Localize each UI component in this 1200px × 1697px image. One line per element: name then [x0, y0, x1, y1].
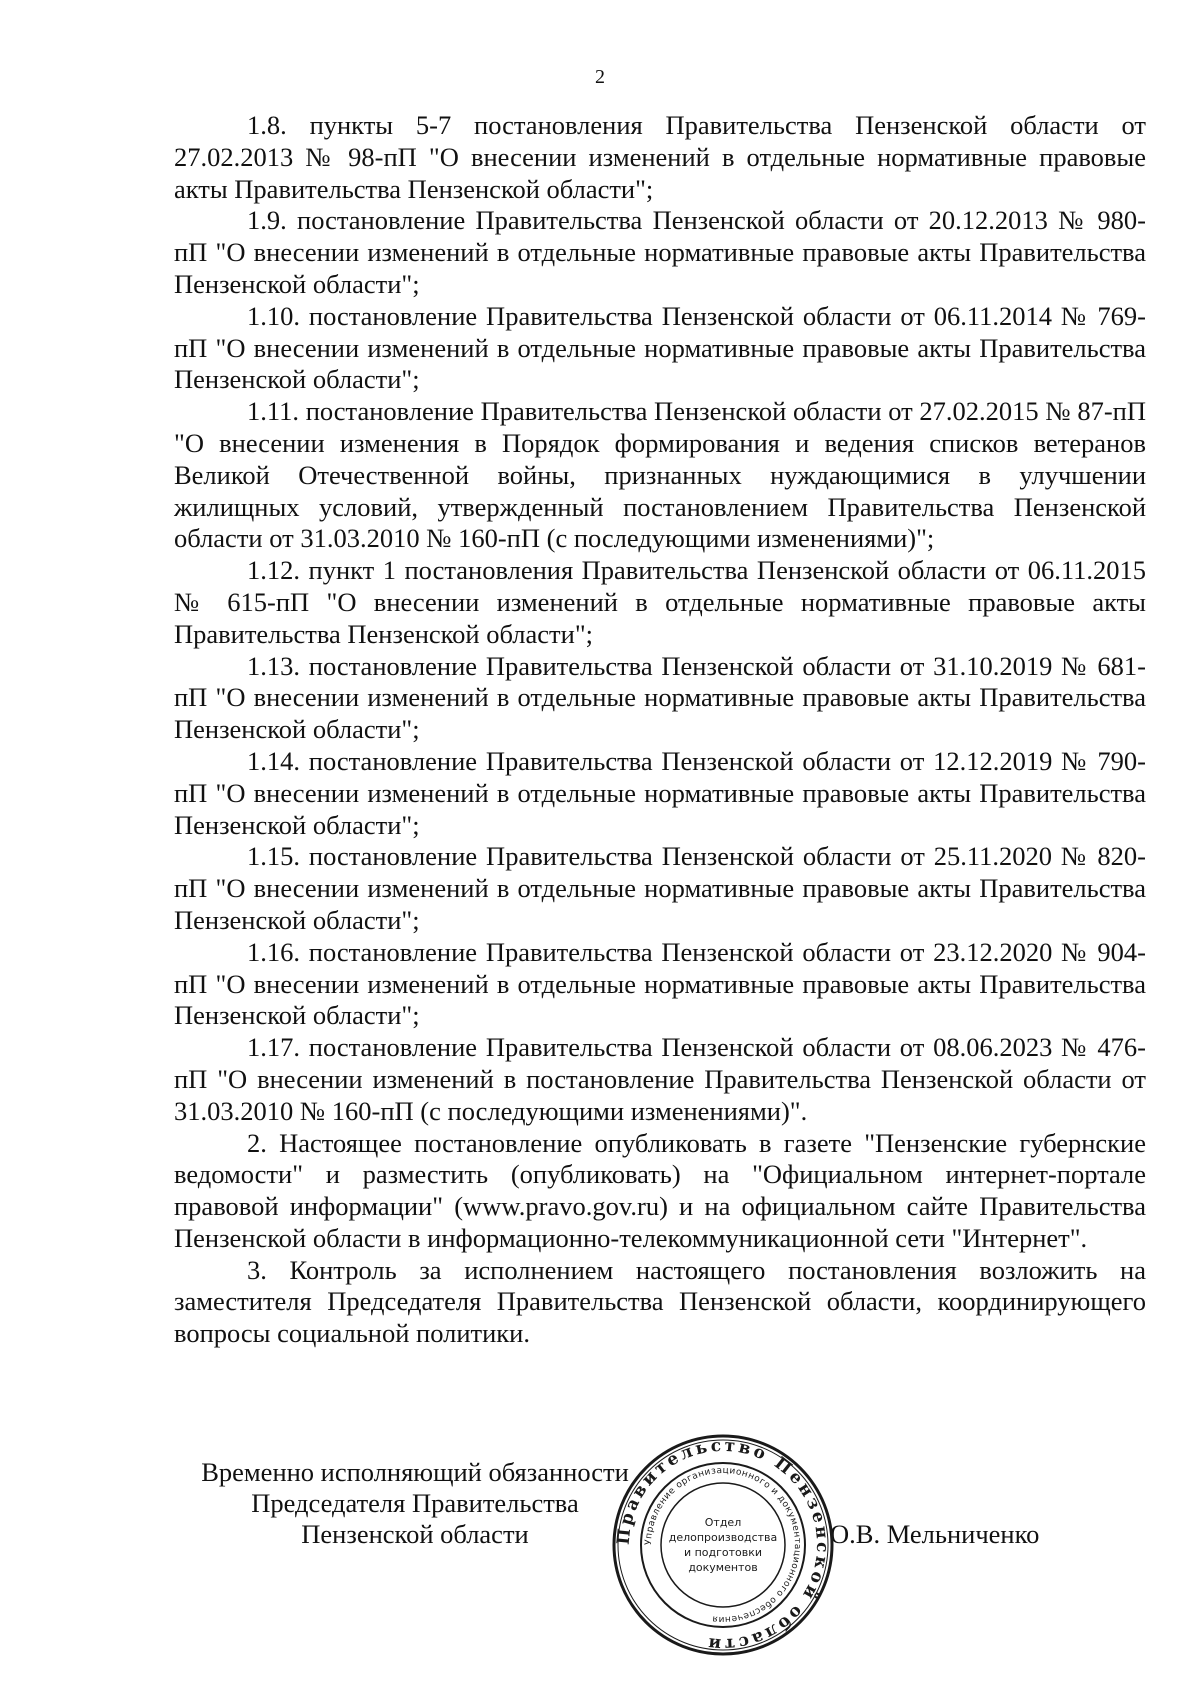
paragraph-1-14: 1.14. постановление Правительства Пензенской области от 12.12.2019 № 790-пП "О внесении изменений в отдельные нормативные правовые акты Правительства Пензенской области"; [174, 745, 1146, 840]
paragraph-1-9: 1.9. постановление Правительства Пензенской области от 20.12.2013 № 980-пП "О внесении изменений в отдельные нормативные правовые акты Правительства Пензенской области"; [174, 205, 1146, 299]
stamp-center-line: Отдел [704, 1516, 742, 1529]
paragraph-1-8: 1.8. пункты 5-7 постановления Правительства Пензенской области от 27.02.2013 № 98-пП "О внесении изменений в отдельные нормативные правовые акты Правительства Пензенской области"; [174, 110, 1146, 204]
signatory-position [190, 1457, 640, 1550]
official-seal-stamp [610, 1432, 836, 1658]
paragraph-1-15: 1.15. постановление Правительства Пензенской области от 25.11.2020 № 820-пП "О внесении изменений в отдельные нормативные правовые акты Правительства Пензенской области"; [174, 841, 1146, 935]
stamp-outer-text: Правительство Пензенской области [613, 1435, 833, 1655]
paragraph-2: 2. Настоящее постановление опубликовать в газете "Пензенские губернские ведомости" и разместить (опубликовать) на "Официальном интернет-портале правовой информации" (www.pravo.gov.ru) и на официальном сайте Правительства Пензенской области в информационно-телекоммуникационной сети "Интернет". [174, 1127, 1146, 1253]
stamp-inner-ring [661, 1483, 785, 1607]
page-number: 2 [595, 66, 605, 88]
paragraph-1-17: 1.17. постановление Правительства Пензенской области от 08.06.2023 № 476-пП "О внесении изменений в постановление Правительства Пензенской области от 31.03.2010 № 160-пП (с последующими изменениями)". [174, 1032, 1146, 1126]
paragraph-1-11: 1.11. постановление Правительства Пензенской области от 27.02.2015 № 87-пП "О внесении изменения в Порядок формирования и ведения списков ветеранов Великой Отечественной войны, признанных нуждающимися в улучшении жилищных условий, утвержденный постановлением Правительства Пензенской области от 31.03.2010 № 160-пП (с последующими изменениями)"; [174, 396, 1146, 554]
stamp-middle-text: Управление организационного и документационного обеспечения [643, 1465, 803, 1625]
stamp-center-line: делопроизводства [668, 1531, 778, 1544]
paragraph-3: 3. Контроль за исполнением настоящего постановления возложить на заместителя Председателя Правительства Пензенской области, координирующего вопросы социальной политики. [174, 1254, 1146, 1349]
signatory-name: О.В. Мельниченко [830, 1519, 1040, 1549]
paragraph-1-12: 1.12. пункт 1 постановления Правительства Пензенской области от 06.11.2015 № 615-пП "О внесении изменений в отдельные нормативные правовые акты Правительства Пензенской области"; [174, 555, 1146, 649]
stamp-center-line: и подготовки [683, 1546, 763, 1559]
paragraph-1-13: 1.13. постановление Правительства Пензенской области от 31.10.2019 № 681-пП "О внесении изменений в отдельные нормативные правовые акты Правительства Пензенской области"; [174, 650, 1146, 745]
document-body [174, 110, 1146, 1350]
paragraph-1-16: 1.16. постановление Правительства Пензенской области от 23.12.2020 № 904-пП "О внесении изменений в отдельные нормативные правовые акты Правительства Пензенской области"; [174, 936, 1146, 1031]
position-line: Председателя Правительства [251, 1488, 579, 1518]
position-line: Временно исполняющий обязанности [201, 1457, 629, 1487]
stamp-middle-ring [641, 1463, 805, 1627]
stamp-center-line: документов [688, 1561, 758, 1574]
paragraph-1-10: 1.10. постановление Правительства Пензенской области от 06.11.2014 № 769-пП "О внесении изменений в отдельные нормативные правовые акты Правительства Пензенской области"; [174, 300, 1146, 395]
position-line: Пензенской области [301, 1519, 529, 1549]
